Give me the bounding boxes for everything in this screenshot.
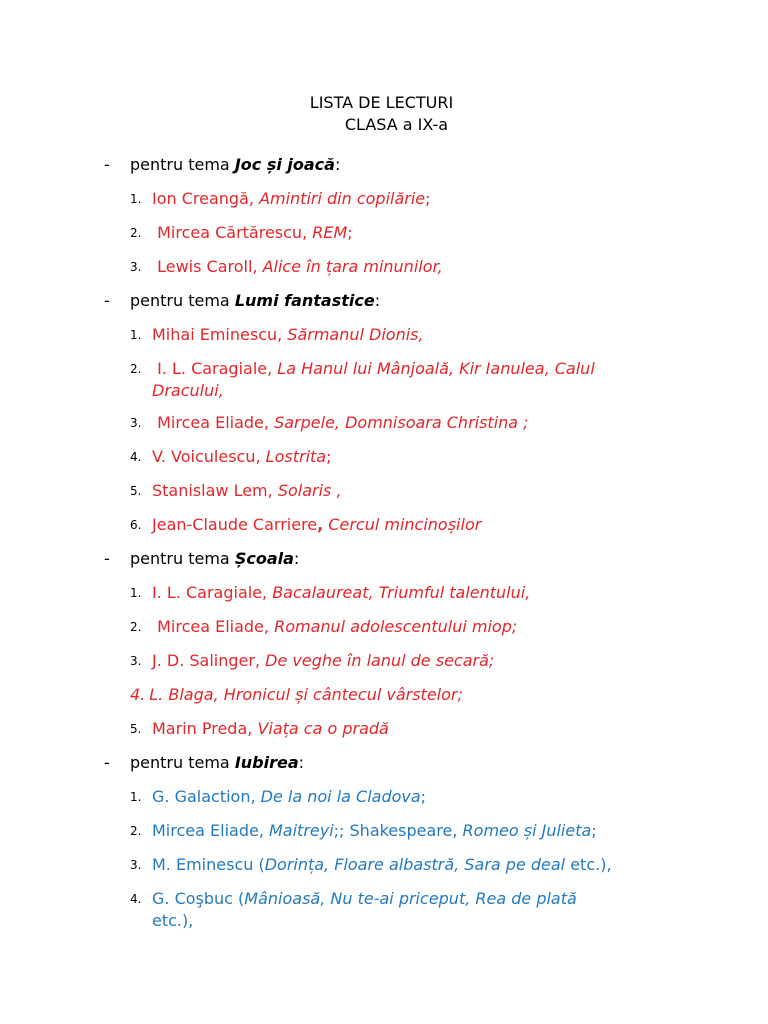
item-after: ;	[591, 821, 597, 840]
list-item	[130, 786, 690, 808]
list-item	[130, 684, 690, 706]
item-works: Sarpele, Domnisoara Christina ;	[274, 413, 529, 432]
item-works: La Hanul lui Mânjoală, Kir Ianulea, Calul	[277, 359, 595, 378]
title-line-1: LISTA DE LECTURI	[309, 93, 454, 112]
item-author: Mihai Eminescu,	[152, 325, 288, 344]
item-author: Mircea Cărtărescu,	[152, 223, 313, 242]
item-number: 2.	[130, 824, 142, 838]
item-author: Jean-Claude Carriere	[152, 515, 318, 534]
item-works-2: Romeo și Julieta	[462, 821, 592, 840]
item-number: 1.	[130, 586, 142, 600]
title-line-2: CLASA a IX-a	[344, 115, 449, 134]
item-author: Ion Creangă,	[152, 189, 260, 208]
bullet-dash: -	[104, 753, 110, 772]
list-item	[130, 582, 690, 604]
list-item	[130, 480, 690, 502]
list-item	[130, 222, 690, 244]
theme-topic: Iubirea	[234, 753, 299, 772]
theme-topic: Școala	[234, 549, 294, 568]
item-number: 4.	[130, 892, 142, 906]
theme-suffix: :	[298, 753, 305, 772]
item-works: Romanul adolescentului miop;	[274, 617, 518, 636]
theme-topic: Lumi fantastice	[234, 291, 375, 310]
list-item	[130, 324, 690, 346]
theme-suffix: :	[334, 155, 341, 174]
item-number: 1.	[130, 328, 142, 342]
item-number: 3.	[130, 416, 142, 430]
item-number: 5.	[130, 722, 142, 736]
item-comma: ,	[317, 515, 324, 534]
item-works: Solaris ,	[277, 481, 342, 500]
item-number: 6.	[130, 518, 142, 532]
item-number: 3.	[130, 858, 142, 872]
theme-suffix: :	[374, 291, 381, 310]
list-item	[130, 616, 690, 638]
item-number: 2.	[130, 362, 142, 376]
item-author: Stanislaw Lem,	[152, 481, 278, 500]
item-author: J. D. Salinger,	[152, 651, 266, 670]
list-item	[130, 412, 690, 434]
item-author: I. L. Caragiale,	[152, 583, 273, 602]
item-works: Sărmanul Dionis,	[287, 325, 424, 344]
theme-heading-lumi	[104, 290, 380, 312]
item-works: Bacalaureat, Triumful talentului,	[272, 583, 531, 602]
item-works: Dorința, Floare albastră, Sara pe deal	[264, 855, 566, 874]
item-author: M. Eminescu (	[152, 855, 265, 874]
item-number: 3.	[130, 260, 142, 274]
item-after: ;	[347, 223, 353, 242]
list-item	[130, 650, 690, 672]
item-author: Marin Preda,	[152, 719, 258, 738]
theme-topic: Joc și joacă	[234, 155, 335, 174]
item-after: ;	[326, 447, 332, 466]
list-item	[130, 446, 690, 468]
item-works: De veghe în lanul de secară;	[265, 651, 495, 670]
theme-prefix: pentru tema	[130, 549, 235, 568]
item-works: Viața ca o pradă	[257, 719, 389, 738]
theme-heading-iubirea	[104, 752, 304, 774]
item-after: ;	[425, 189, 431, 208]
bullet-dash: -	[104, 291, 110, 310]
item-number: 1.	[130, 790, 142, 804]
item-author: Mircea Eliade,	[152, 617, 275, 636]
item-works-continued: etc.),	[152, 911, 194, 930]
theme-prefix: pentru tema	[130, 291, 235, 310]
list-item	[130, 820, 690, 842]
item-author: G. Coşbuc (	[152, 889, 245, 908]
item-mid: ;; Shakespeare,	[333, 821, 463, 840]
item-number: 4.	[130, 450, 142, 464]
item-works: L. Blaga, Hronicul și cântecul vârstelor;	[149, 685, 463, 704]
list-item	[130, 514, 690, 536]
item-works: Mânioasă, Nu te-ai priceput, Rea de plată	[244, 889, 577, 908]
list-item	[130, 718, 690, 740]
item-works: Maitreyi	[268, 821, 334, 840]
item-works: Cercul mincinoșilor	[323, 515, 482, 534]
theme-heading-joc	[104, 154, 340, 176]
item-after: ;	[420, 787, 427, 806]
document-title	[0, 92, 768, 136]
theme-prefix: pentru tema	[130, 155, 235, 174]
item-number: 2.	[130, 226, 142, 240]
list-item	[130, 358, 690, 402]
item-author: G. Galaction,	[152, 787, 261, 806]
list-item	[130, 854, 690, 876]
item-number: 2.	[130, 620, 142, 634]
item-number: 1.	[130, 192, 142, 206]
list-item	[130, 188, 690, 210]
item-author: Lewis Caroll,	[152, 257, 263, 276]
item-number: 5.	[130, 484, 142, 498]
item-works: Lostrita	[265, 447, 327, 466]
item-works-continued: Dracului,	[152, 381, 224, 400]
bullet-dash: -	[104, 549, 110, 568]
item-works: REM	[312, 223, 348, 242]
item-works: Amintiri din copilărie	[259, 189, 426, 208]
item-works: Alice în țara minunilor,	[262, 257, 443, 276]
list-item	[130, 888, 690, 932]
item-author: Mircea Eliade,	[152, 413, 275, 432]
list-item	[130, 256, 690, 278]
item-author: Mircea Eliade,	[152, 821, 269, 840]
item-number: 3.	[130, 654, 142, 668]
item-after: etc.),	[565, 855, 612, 874]
item-number: 4.	[130, 685, 146, 704]
item-author: V. Voiculescu,	[152, 447, 266, 466]
item-works: De la noi la Cladova	[260, 787, 421, 806]
bullet-dash: -	[104, 155, 110, 174]
theme-suffix: :	[293, 549, 300, 568]
theme-heading-scoala	[104, 548, 299, 570]
theme-prefix: pentru tema	[130, 753, 235, 772]
item-author: I. L. Caragiale,	[152, 359, 278, 378]
